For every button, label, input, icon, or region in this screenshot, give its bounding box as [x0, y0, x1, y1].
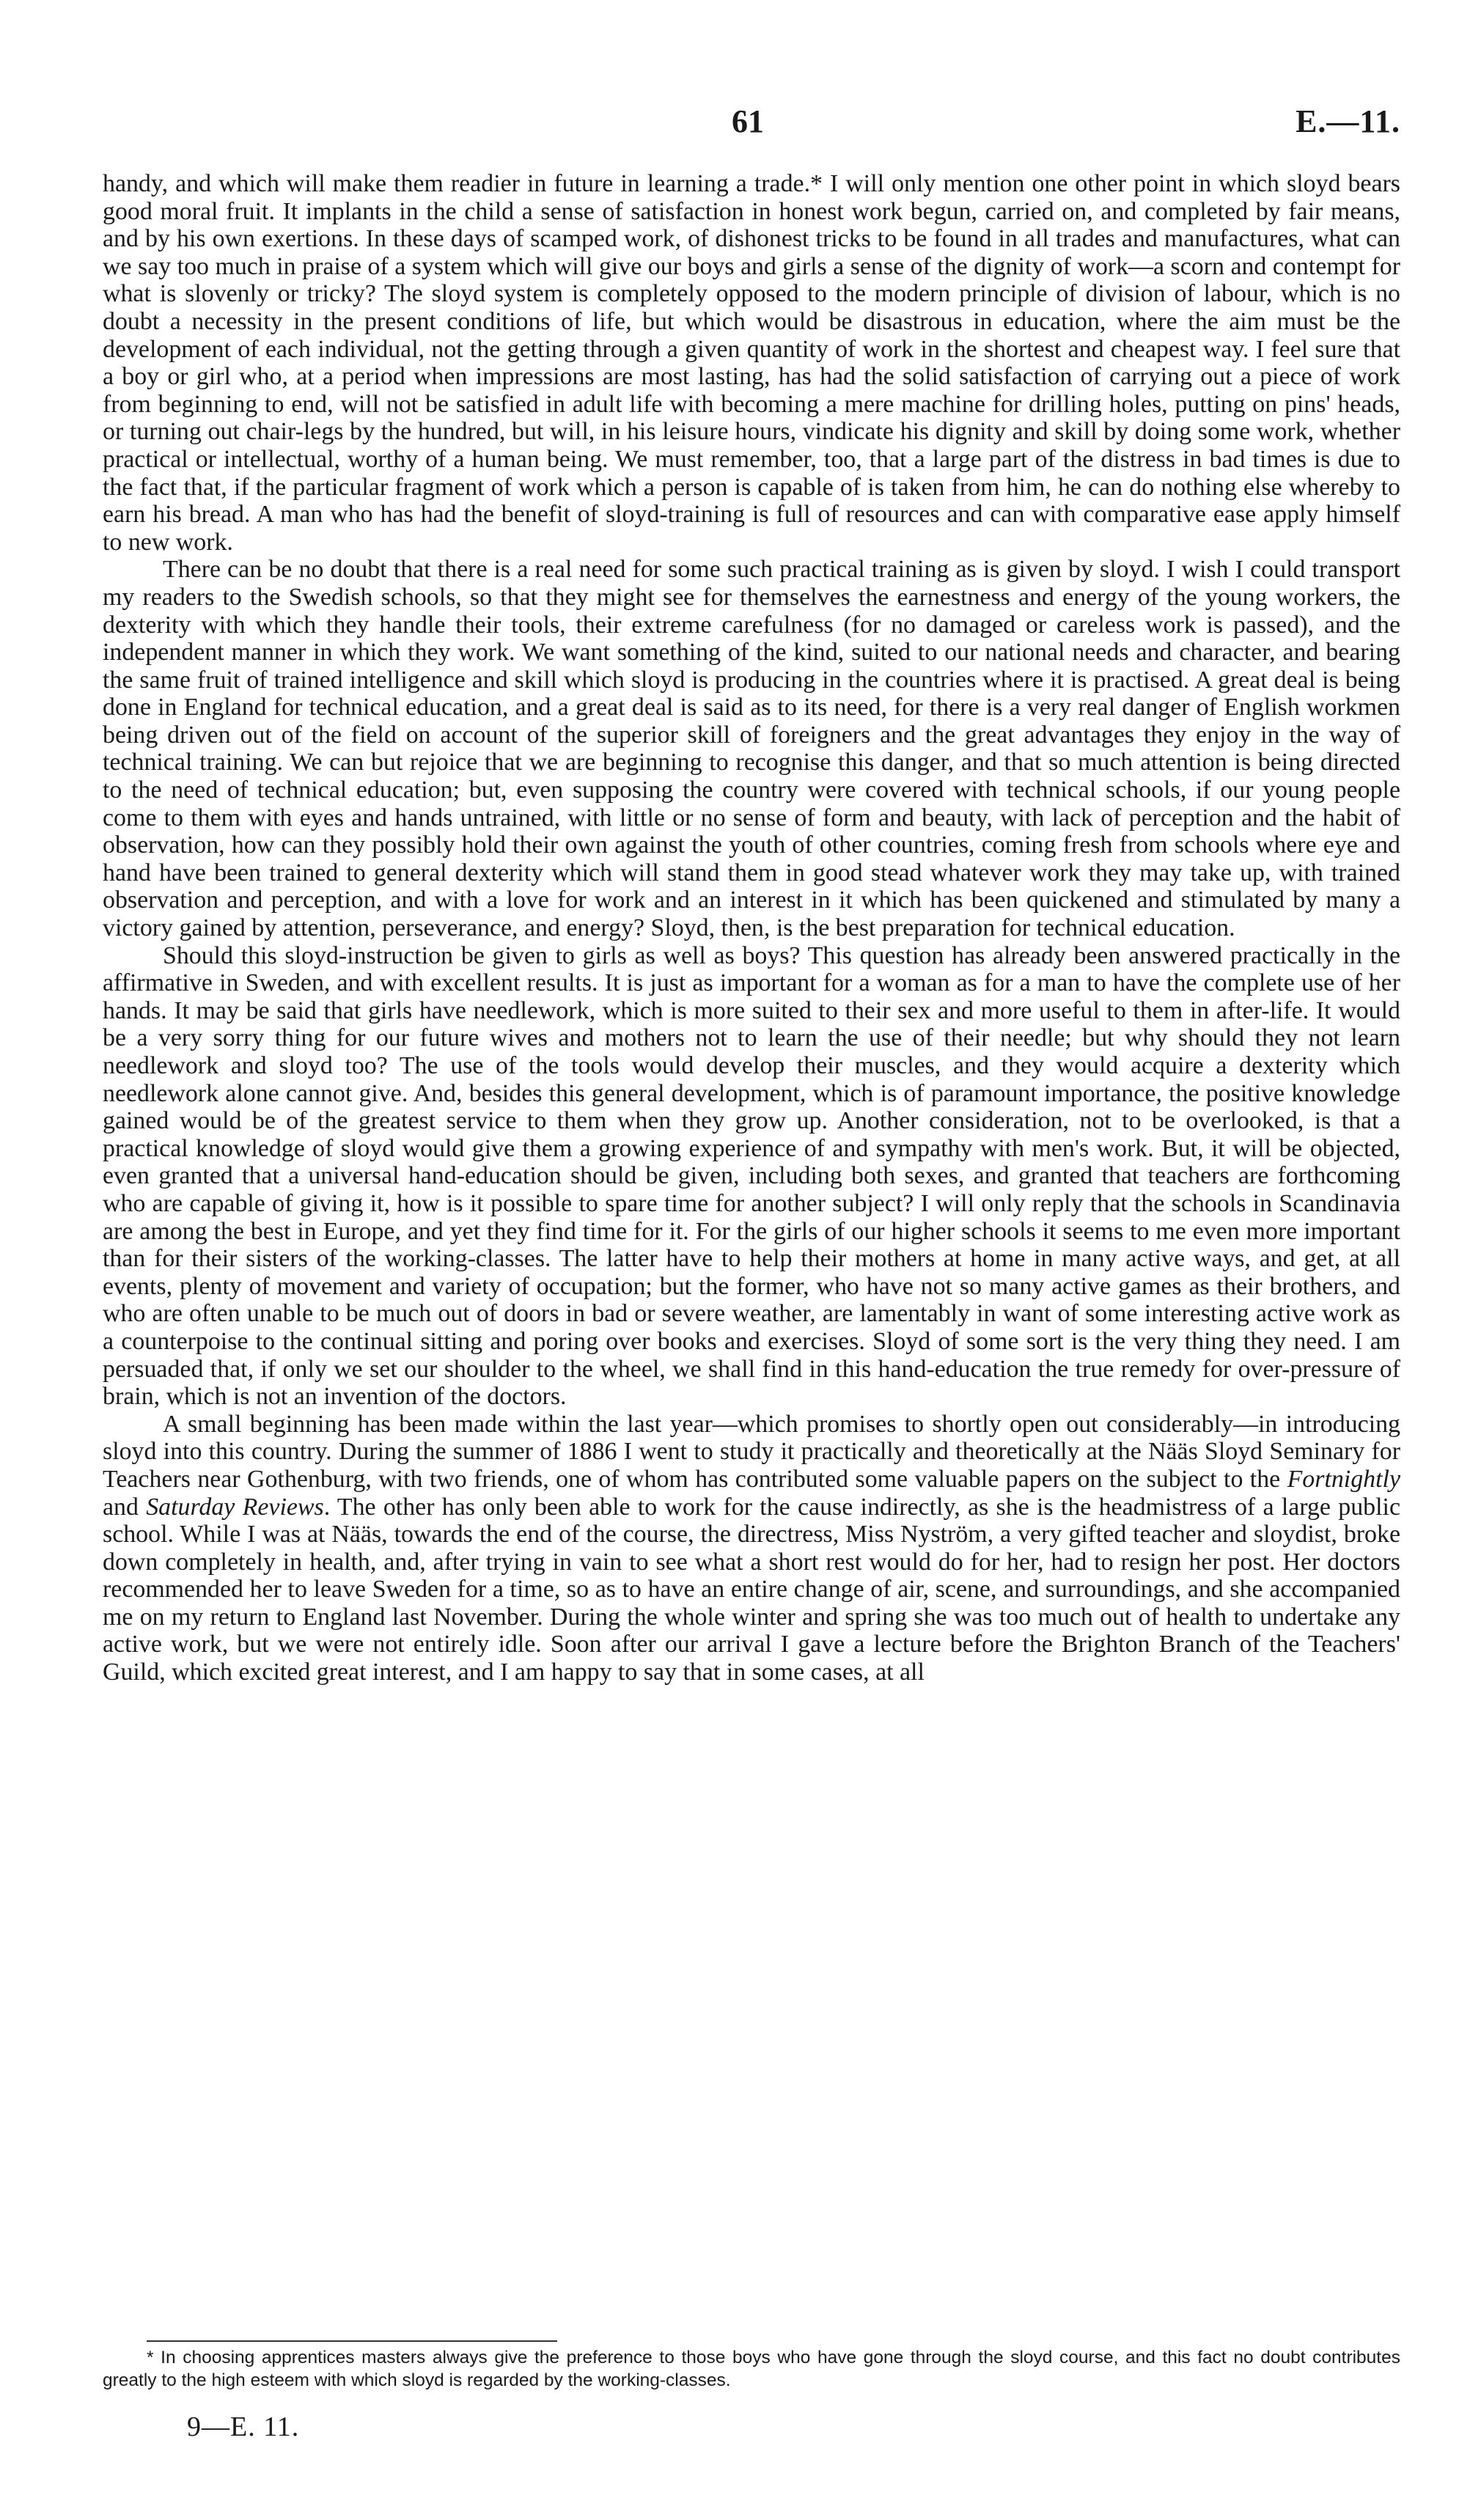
page-number: 61	[732, 103, 764, 139]
footnote-text: * In choosing apprentices masters always give the preference to those boys who have gone through the sloyd course, and this fact no doubt contributes greatly to the high esteem with which sloyd is regarded by the working-classes.	[103, 2348, 1400, 2390]
paragraph-4-part-2: and	[103, 1493, 147, 1521]
footnote	[103, 2346, 1400, 2392]
journal-title-fortnightly: Fortnightly	[1287, 1465, 1400, 1493]
paragraph-1: handy, and which will make them readier in future in learning a trade.* I will only mention one other point in which sloyd bears good moral fruit. It implants in the child a sense of satisfaction in honest work begun, carried on, and completed by fair means, and by his own exertions. In these days of scamped work, of dishonest tricks to be found in all trades and manufactures, what can we say too much in praise of a system which will give our boys and girls a sense of the dignity of work—a scorn and contempt for what is slovenly or tricky? The sloyd system is completely opposed to the modern principle of division of labour, which is no doubt a necessity in the present conditions of life, but which would be disastrous in education, where the aim must be the development of each individual, not the getting through a given quantity of work in the shortest and cheapest way. I feel sure that a boy or girl who, at a period when impressions are most lasting, has had the solid satisfaction of carrying out a piece of work from beginning to end, will not be satisfied in adult life with becoming a mere machine for drilling holes, putting on pins' heads, or turning out chair-legs by the hundred, but will, in his leisure hours, vindicate his dignity and skill by doing some work, whether practical or intellectual, worthy of a human being. We must remember, too, that a large part of the distress in bad times is due to the fact that, if the particular fragment of work which a person is capable of is taken from him, he can do nothing else whereby to earn his bread. A man who has had the benefit of sloyd-training is full of resources and can with comparative ease apply himself to new work.	[103, 170, 1400, 556]
paragraph-4-part-1: A small beginning has been made within the last year—which promises to shortly open out considerably—in introducing sloyd into this country. During the summer of 1886 I went to study it practically and theoretically at the Nääs Sloyd Seminary for Teachers near Gothenburg, with two friends, one of whom has contributed some valuable papers on the subject to the	[103, 1410, 1400, 1493]
paragraph-4-part-3: . The other has only been able to work for the cause indirectly, as she is the headmistress of a large public school. While I was at Nääs, towards the end of the course, the directress, Miss Nyström, a very gifted teacher and sloydist, broke down completely in health, and, after trying in vain to see what a short rest would do for her, had to resign her post. Her doctors recommended her to leave Sweden for a time, so as to have an entire change of air, scene, and surroundings, and she accompanied me on my return to England last November. During the whole winter and spring she was too much out of health to undertake any active work, but we were not entirely idle. Soon after our arrival I gave a lecture before the Brighton Branch of the Teachers' Guild, which excited great interest, and I am happy to say that in some cases, at all	[103, 1493, 1400, 1686]
journal-title-saturday-reviews: Saturday Reviews	[146, 1493, 324, 1521]
paragraph-4	[103, 1411, 1400, 1686]
signature-mark: 9—E. 11.	[187, 2411, 300, 2442]
paragraph-2: There can be no doubt that there is a real need for some such practical training as is given by sloyd. I wish I could transport my readers to the Swedish schools, so that they might see for themselves the earnestness and energy of the young workers, the dexterity with which they handle their tools, their extreme carefulness (for no damaged or careless work is passed), and the independent manner in which they work. We want something of the kind, suited to our national needs and character, and bearing the same fruit of trained intelligence and skill which sloyd is producing in the countries where it is practised. A great deal is being done in England for technical education, and a great deal is said as to its need, for there is a very real danger of English workmen being driven out of the field on account of the superior skill of foreigners and the great advantages they enjoy in the way of technical training. We can but rejoice that we are beginning to recognise this danger, and that so much attention is being directed to the need of technical education; but, even supposing the country were covered with technical schools, if our young people come to them with eyes and hands untrained, with little or no sense of form and beauty, with lack of perception and the habit of observation, how can they possibly hold their own against the youth of other countries, coming fresh from schools where eye and hand have been trained to general dexterity which will stand them in good stead whatever work they may take up, with trained observation and perception, and with a love for work and an interest in it which has been quickened and stimulated by many a victory gained by attention, perseverance, and energy? Sloyd, then, is the best preparation for technical education.	[103, 556, 1400, 942]
document-reference: E.—11.	[1296, 103, 1400, 139]
paragraph-3: Should this sloyd-instruction be given to girls as well as boys? This question has already been answered practically in the affirmative in Sweden, and with excellent results. It is just as important for a woman as for a man to have the complete use of her hands. It may be said that girls have needlework, which is more suited to their sex and more useful to them in after-life. It would be a very sorry thing for our future wives and mothers not to learn the use of their needle; but why should they not learn needlework and sloyd too? The use of the tools would develop their muscles, and they would acquire a dexterity which needlework alone cannot give. And, besides this general development, which is of paramount importance, the positive knowledge gained would be of the greatest service to them when they grow up. Another consideration, not to be overlooked, is that a practical knowledge of sloyd would give them a growing experience of and sympathy with men's work. But, it will be objected, even granted that a universal hand-education should be given, including both sexes, and granted that teachers are forthcoming who are capable of giving it, how is it possible to spare time for another subject? I will only reply that the schools in Scandinavia are among the best in Europe, and yet they find time for it. For the girls of our higher schools it seems to me even more important than for their sisters of the working-classes. The latter have to help their mothers at home in many active ways, and get, at all events, plenty of movement and variety of occupation; but the former, who have not so many active games as their brothers, and who are often unable to be much out of doors in bad or severe weather, are lamentably in want of some interesting active work as a counterpoise to the continual sitting and poring over books and exercises. Sloyd of some sort is the very thing they need. I am persuaded that, if only we set our shoulder to the wheel, we shall find in this hand-education the true remedy for over-pressure of brain, which is not an invention of the doctors.	[103, 941, 1400, 1411]
body-text	[103, 170, 1400, 1686]
footnote-divider	[147, 2340, 557, 2342]
